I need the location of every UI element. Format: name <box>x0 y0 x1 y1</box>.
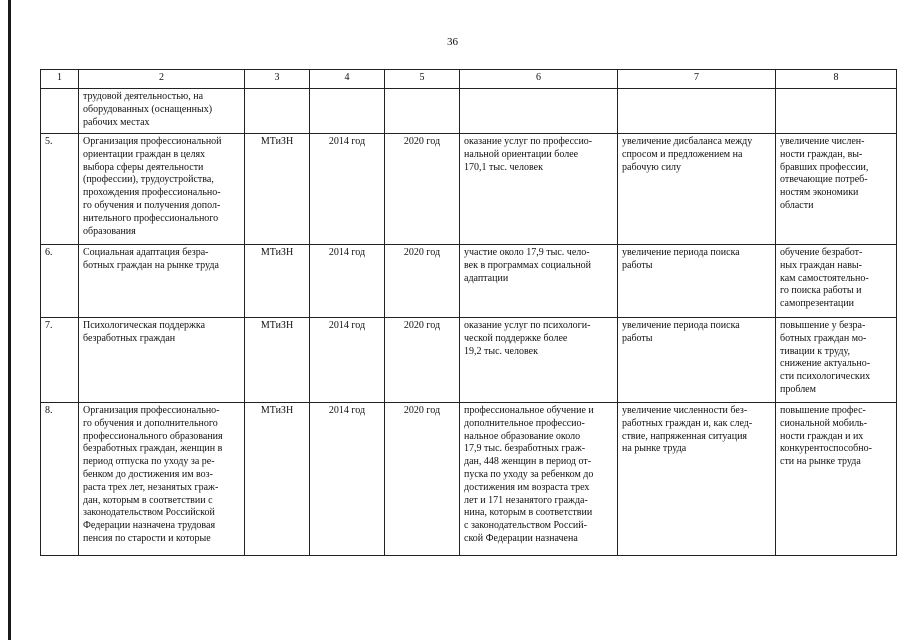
table-row <box>41 89 897 134</box>
expected-result: оказание услуг по психологи- ческой поддержке более 19,2 тыс. человек <box>460 318 618 403</box>
indicator-link: увеличение числен- ности граждан, вы- бравших профессии, отвечающие потреб- ностям экономики области <box>776 134 897 245</box>
end-year: 2020 год <box>385 318 460 403</box>
end-year: 2020 год <box>385 245 460 318</box>
column-number: 8 <box>776 70 897 89</box>
table-row <box>41 403 897 556</box>
executor: МТиЗН <box>245 318 310 403</box>
end-year <box>385 89 460 134</box>
start-year <box>310 89 385 134</box>
column-number: 6 <box>460 70 618 89</box>
column-number-row <box>41 70 897 89</box>
non-implementation-consequences <box>618 89 776 134</box>
column-number: 2 <box>79 70 245 89</box>
executor <box>245 89 310 134</box>
row-number: 7. <box>41 318 79 403</box>
row-number: 8. <box>41 403 79 556</box>
page-number: 36 <box>447 36 458 48</box>
non-implementation-consequences: увеличение дисбаланса между спросом и предложением на рабочую силу <box>618 134 776 245</box>
expected-result <box>460 89 618 134</box>
non-implementation-consequences: увеличение периода поиска работы <box>618 245 776 318</box>
expected-result: участие около 17,9 тыс. чело- век в программах социальной адаптации <box>460 245 618 318</box>
program-measures-table <box>40 69 897 556</box>
expected-result: профессиональное обучение и дополнительное профессио- нальное образование около 17,9 тыс. безработных граж- дан, 448 женщин в период от- пуска по уходу за ребенком до достижения им возраста трех лет и 171 незанятого гражда- нина, которым в соответствии с законодательством Россий- ской Федерации назначена <box>460 403 618 556</box>
table-row <box>41 134 897 245</box>
table-row <box>41 245 897 318</box>
start-year: 2014 год <box>310 245 385 318</box>
column-number: 7 <box>618 70 776 89</box>
non-implementation-consequences: увеличение численности без- работных граждан и, как след- ствие, напряженная ситуация на рынке труда <box>618 403 776 556</box>
executor: МТиЗН <box>245 403 310 556</box>
end-year: 2020 год <box>385 134 460 245</box>
non-implementation-consequences: увеличение периода поиска работы <box>618 318 776 403</box>
measure-name: Организация профессиональной ориентации граждан в целях выбора сферы деятельности (профессии), трудоустройства, прохождения профессионально- го обучения и получения допол- нительного профессионального образования <box>79 134 245 245</box>
row-number: 5. <box>41 134 79 245</box>
measure-name: Организация профессионально- го обучения и дополнительного профессионального образования безработных граждан, женщин в период отпуска по уходу за ре- бенком до достижения им воз- раста трех лет, незанятых граж- дан, которым в соответствии с законодательством Российской Федерации назначена трудовая пенсия по старости и которые <box>79 403 245 556</box>
row-number: 6. <box>41 245 79 318</box>
row-number <box>41 89 79 134</box>
column-number: 3 <box>245 70 310 89</box>
executor: МТиЗН <box>245 134 310 245</box>
start-year: 2014 год <box>310 318 385 403</box>
start-year: 2014 год <box>310 134 385 245</box>
indicator-link: обучение безработ- ных граждан навы- кам самостоятельно- го поиска работы и самопрезентации <box>776 245 897 318</box>
expected-result: оказание услуг по профессио- нальной ориентации более 170,1 тыс. человек <box>460 134 618 245</box>
end-year: 2020 год <box>385 403 460 556</box>
page-edge-bar <box>8 0 11 640</box>
indicator-link: повышение у безра- ботных граждан мо- тивации к труду, снижение актуально- сти психологических проблем <box>776 318 897 403</box>
column-number: 5 <box>385 70 460 89</box>
indicator-link <box>776 89 897 134</box>
start-year: 2014 год <box>310 403 385 556</box>
table-row <box>41 318 897 403</box>
measure-name: трудовой деятельностью, на оборудованных (оснащенных) рабочих местах <box>79 89 245 134</box>
column-number: 4 <box>310 70 385 89</box>
measure-name: Социальная адаптация безра- ботных граждан на рынке труда <box>79 245 245 318</box>
column-number: 1 <box>41 70 79 89</box>
executor: МТиЗН <box>245 245 310 318</box>
indicator-link: повышение профес- сиональной мобиль- ности граждан и их конкурентоспособно- сти на рынке труда <box>776 403 897 556</box>
measure-name: Психологическая поддержка безработных граждан <box>79 318 245 403</box>
